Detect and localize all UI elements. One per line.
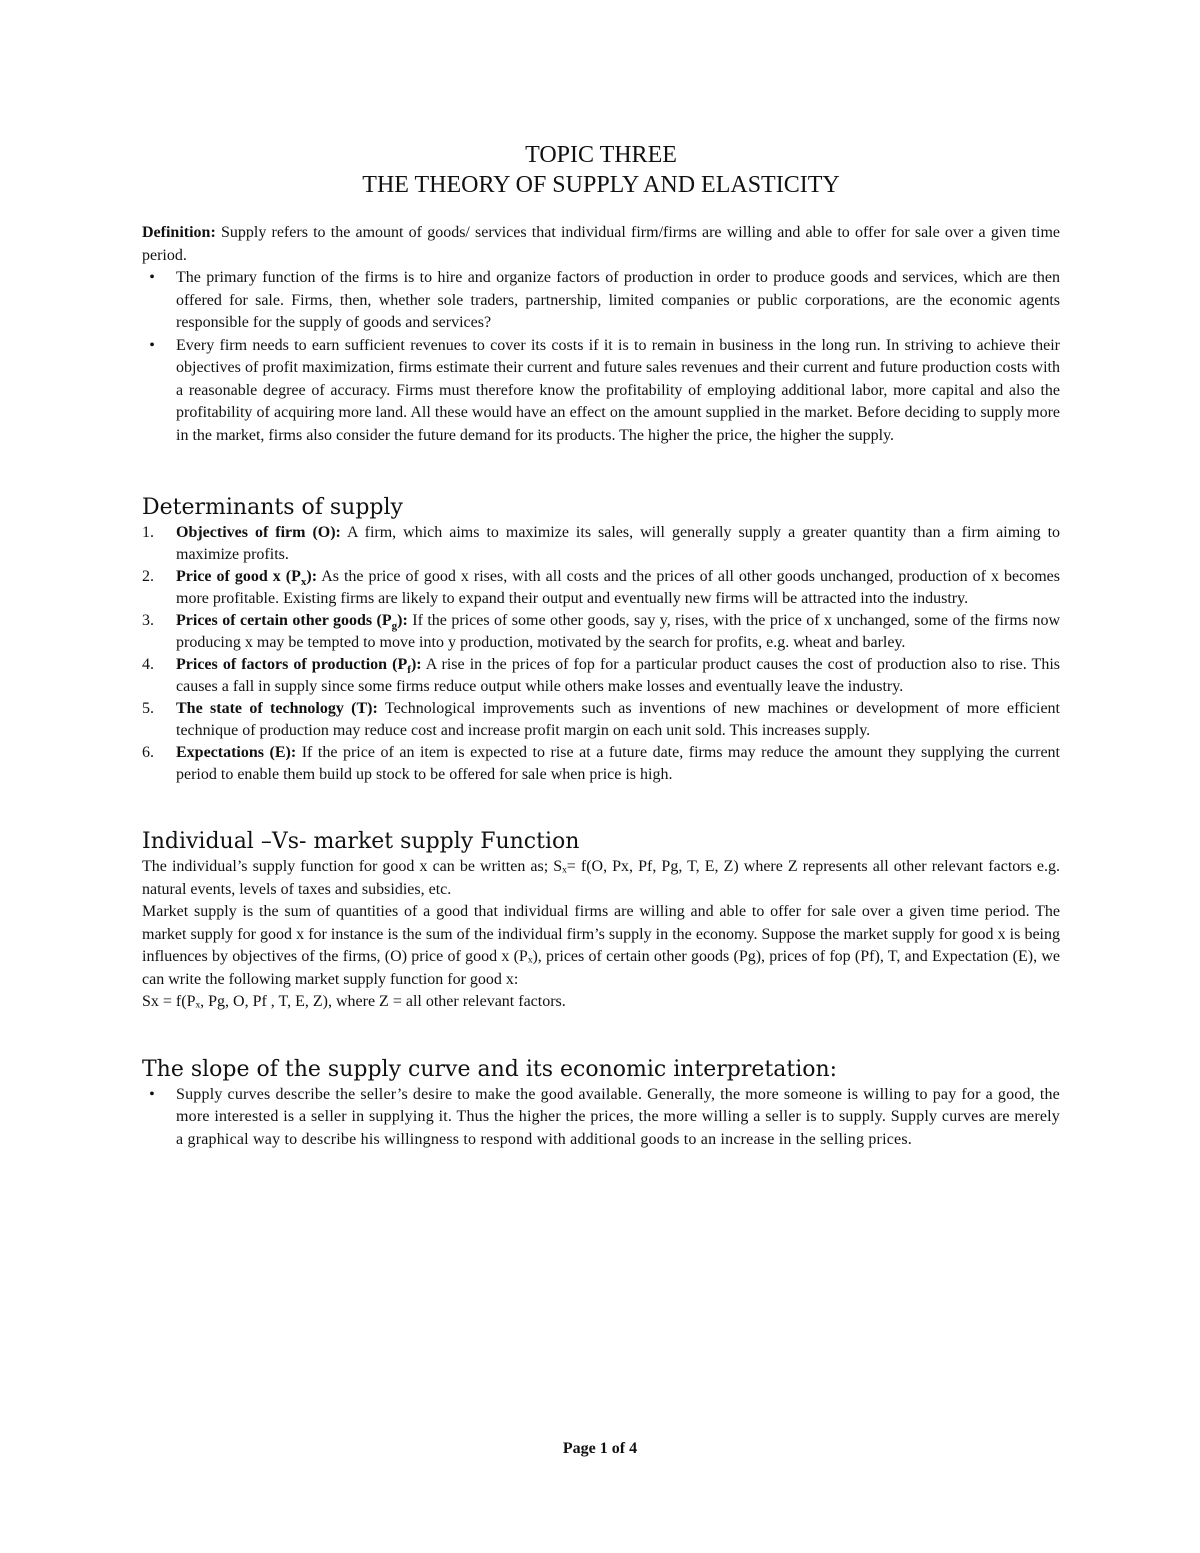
definition-label: Definition: [142, 224, 216, 241]
individual-supply-paragraph: The individual’s supply function for good x can be written as; Sₓ= f(O, Px, Pf, Pg, T, E, Z) where Z represents all other relevant factors e.g. natural events, levels of taxes and subsidies, etc. [142, 858, 1060, 898]
market-supply-function: Sx = f(Pₓ, Pg, O, Pf , T, E, Z), where Z = all other relevant factors. [142, 993, 566, 1010]
determinants-list [142, 522, 1060, 786]
list-item: 5. The state of technology (T): Technological improvements such as inventions of new machines or development of more efficient technique of production may reduce cost and increase profit margin on each unit sold. This increases supply. [142, 700, 1060, 739]
definition-text: Supply refers to the amount of goods/ services that individual firm/firms are willing and able to offer for sale over a given time period. [142, 224, 1060, 264]
definition-paragraph [142, 222, 1060, 267]
bullet-icon: • [149, 1085, 155, 1103]
individual-market-heading: Individual –Vs- market supply Function [142, 829, 580, 854]
list-item: 1. Objectives of firm (O): A firm, which aims to maximize its sales, will generally supply a greater quantity than a firm aiming to maximize profits. [142, 524, 1061, 563]
slope-heading: The slope of the supply curve and its economic interpretation: [142, 1056, 838, 1082]
page-number: Page 1 of 4 [562, 1440, 638, 1457]
slope-bullet-list [142, 1084, 1060, 1152]
document-title [142, 140, 1060, 200]
determinants-heading: Determinants of supply [142, 495, 403, 520]
list-item: 4. Prices of factors of production $(P_f)$: A rise in the prices of fop for a particular product causes the cost of production also to rise. This causes a fall in supply since some firms reduce output while others make losses and eventually leave the industry. [142, 656, 1061, 695]
page-footer [0, 1440, 1200, 1458]
bullet-icon: • [149, 269, 155, 286]
title-line-2: THE THEORY OF SUPPLY AND ELASTICITY [362, 172, 840, 198]
list-item: 3. Prices of certain other goods $(P_g)$: If the prices of some other goods, say y, rises, with the price of x unchanged, some of the firms now producing x may be tempted to move into y production, motivated by the search for profits, e.g. wheat and barley. [142, 612, 1060, 651]
list-item: • The primary function of the firms is to hire and organize factors of production in order to produce goods and services, which are then offered for sale. Firms, then, whether sole traders, partnership, limited companies or public corporations, are the economic agents responsible for the supply of goods and services? [142, 267, 1060, 335]
list-item: 6. Expectations (E): If the price of an item is expected to rise at a future date, firms may reduce the amount they supplying the current period to enable them build up stock to be offered for sale when price is high. [142, 744, 1061, 783]
market-supply-paragraph: Market supply is the sum of quantities of a good that individual firms are willing and able to offer for sale over a given time period. The market supply for good x for instance is the sum of the individual firm’s supply in the economy. Suppose the market supply for good x is being influences by objectives of the firms, (O) price of good x (Pₓ), prices of certain other goods (Pg), prices of fop (Pf), T, and Expectation (E), we can write the following market supply function for good x: [142, 903, 1060, 988]
bullet-icon: • [149, 336, 155, 354]
title-line-1: TOPIC THREE [525, 142, 677, 168]
list-item: 2. Price of good x $(P_x)$: As the price of good x rises, with all costs and the prices of all other goods unchanged, production of x becomes more profitable. Existing firms are likely to expand their output and eventually new firms will be attracted into the industry. [142, 568, 1061, 607]
document-page [142, 140, 1060, 1151]
list-item: • Supply curves describe the seller’s desire to make the good available. Generally, the more someone is willing to pay for a good, the more interested is a seller in supplying it. Thus the higher the prices, the more willing a seller is to supply. Supply curves are merely a graphical way to describe his willingness to respond with additional goods to an increase in the selling prices. [142, 1084, 1060, 1152]
list-item: • Every firm needs to earn sufficient revenues to cover its costs if it is to remain in business in the long run. In striving to achieve their objectives of profit maximization, firms estimate their current and future sales revenues and their current and future production costs with a reasonable degree of accuracy. Firms must therefore know the profitability of employing additional labor, more capital and also the profitability of acquiring more land. All these would have an effect on the amount supplied in the market. Before deciding to supply more in the market, firms also consider the future demand for its products. The higher the price, the higher the supply. [142, 335, 1060, 448]
intro-bullet-list [142, 267, 1060, 447]
